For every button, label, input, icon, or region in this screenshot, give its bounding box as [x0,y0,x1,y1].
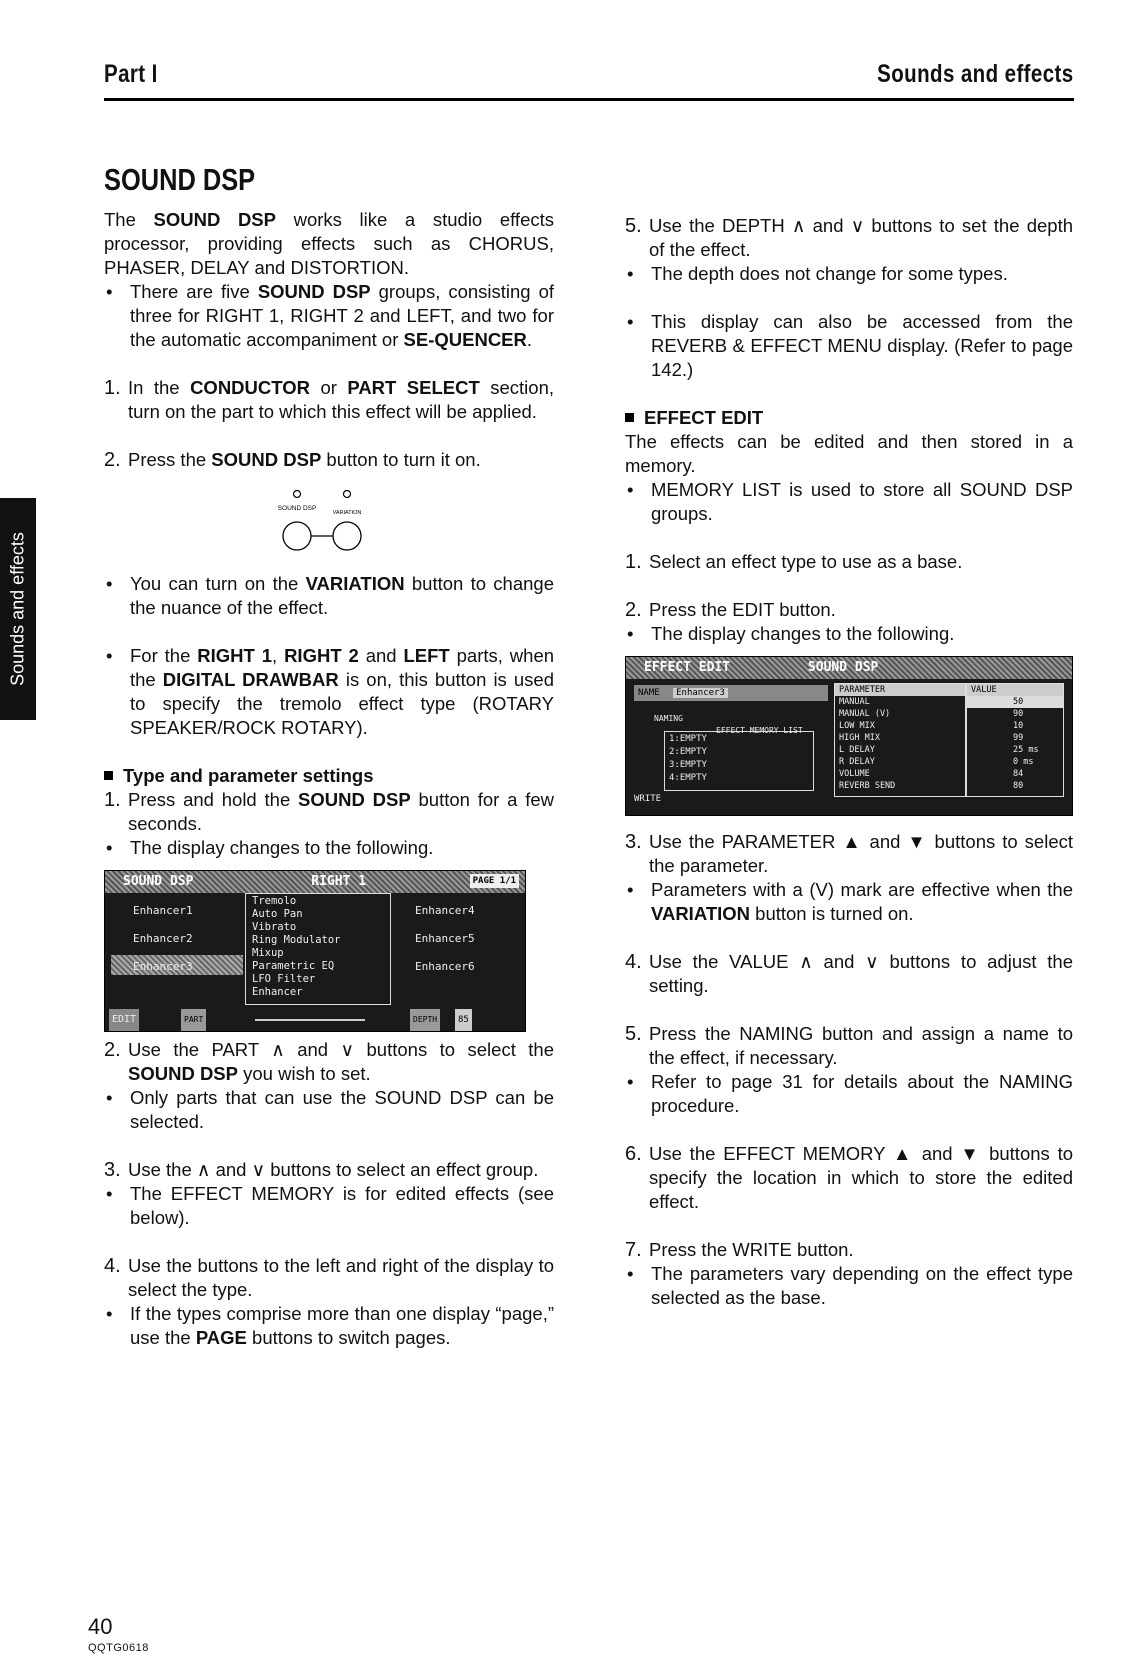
lcd2-name-label: NAME [638,688,660,698]
edit-step-5: 5. Press the NAMING button and assign a name to the effect, if necessary. [625,1023,1073,1068]
tp-step-4-text: Use the buttons to the left and right of the display to select the type. [128,1255,554,1300]
lcd2-memory-title: EFFECT MEMORY LIST [716,726,803,735]
step-5-text: Use the DEPTH ∧ and ∨ buttons to set the depth of the effect. [649,215,1073,260]
lcd2-value-list [966,683,1064,797]
lcd2-tab-effect-edit: EFFECT EDIT [644,660,731,675]
lcd1-item: Enhancer2 [133,932,193,945]
edit-step-7-text: Press the WRITE button. [649,1239,854,1260]
lcd1-edit: EDIT [109,1009,139,1031]
step-5: 5. Use the DEPTH ∧ and ∨ buttons to set the depth of the effect. [625,215,1073,260]
edit-step-7: 7. Press the WRITE button. [625,1238,1073,1262]
lcd1-item: Enhancer5 [415,932,475,945]
lcd1-right-items [415,899,515,975]
lcd2-value: 10 [1013,721,1024,731]
tp-step-3-text: Use the ∧ and ∨ buttons to select an effect group. [128,1159,539,1180]
lcd2-naming: NAMING [654,714,683,723]
lcd2-value: 0 ms [1013,757,1034,767]
edit-step-1-text: Select an effect type to use as a base. [649,551,963,572]
list-item: • You can turn on the VARIATION button to change the nuance of the effect. [106,573,554,618]
lcd1-page: PAGE 1/1 [470,874,519,888]
list-item: • Refer to page 31 for details about the NAMING procedure. [627,1071,1073,1116]
lcd2-memory-slot: 1:EMPTY [669,734,707,744]
document-code: QQTG0618 [88,1642,149,1654]
lcd2-parameter: MANUAL [839,697,870,707]
lcd2-parameter: L DELAY [839,745,875,755]
step-2-text: Press the SOUND DSP button to turn it on. [128,449,481,470]
lcd-effect-edit-display [625,656,1073,816]
side-tab-label: Sounds and effects [7,532,28,686]
list-item: • MEMORY LIST is used to store all SOUND DSP groups. [627,479,1073,524]
lcd2-tab-sound-dsp: SOUND DSP [807,660,879,675]
tp-bullet-2: Only parts that can use the SOUND DSP can be selected. [130,1087,554,1132]
step-1-text: In the CONDUCTOR or PART SELECT section, turn on the part to which this effect will be applied. [128,377,554,422]
page-title: SOUND DSP [104,162,256,197]
lcd1-tab-right1: RIGHT 1 [311,874,367,889]
tp-bullet-4: If the types comprise more than one display “page,” use the PAGE buttons to switch pages. [130,1303,554,1348]
lcd1-bottom-bar [105,1009,525,1031]
lcd1-list-item: Enhancer [252,986,303,998]
tp-step-4: 4. Use the buttons to the left and right of the display to select the type. [104,1255,554,1300]
edit-bullet-5: Refer to page 31 for details about the NAMING procedure. [651,1071,1073,1116]
header-part: Part I [104,60,158,88]
sound-dsp-button-icon [283,522,311,550]
lcd2-parameter: HIGH MIX [839,733,880,743]
lcd-sound-dsp-display [104,870,526,1032]
button-illustration [104,486,554,564]
edit-step-2: 2. Press the EDIT button. [625,598,1073,622]
intro-bullet: There are five SOUND DSP groups, consisting of three for RIGHT 1, RIGHT 2 and LEFT, and two for the automatic accompaniment or SE-QUENCER. [130,281,555,350]
lcd1-list-item: Parametric EQ [252,960,335,972]
list-item: • The parameters vary depending on the effect type selected as the base. [627,1263,1073,1308]
drawbar-bullet: For the RIGHT 1, RIGHT 2 and LEFT parts, when the DIGITAL DRAWBAR is on, this button is used to specify the tremolo effect type (ROTARY SPEAKER/ROCK ROTARY). [130,645,555,738]
tp-bullet-1: The display changes to the following. [130,837,434,858]
lcd1-depth-value: 85 [455,1009,472,1031]
lcd1-item: Enhancer6 [415,960,475,973]
lcd1-depth: DEPTH [410,1009,440,1031]
lcd2-parameter-list [834,683,966,797]
variation-bullet: You can turn on the VARIATION button to change the nuance of the effect. [130,573,554,618]
lcd1-part: PART [181,1009,206,1031]
step-2: 2. Press the SOUND DSP button to turn it on. [104,448,554,472]
edit-bullet-2: The display changes to the following. [651,623,955,644]
left-column [104,208,554,1350]
edit-bullet-3: Parameters with a (V) mark are effective when the VARIATION button is turned on. [651,879,1073,924]
edit-step-6: 6. Use the EFFECT MEMORY ▲ and ▼ buttons to specify the location in which to store the edited effect. [625,1143,1073,1212]
step-1: 1. In the CONDUCTOR or PART SELECT section, turn on the part to which this effect will be applied. [104,377,554,422]
lcd2-name-value: Enhancer3 [673,688,728,698]
page-number: 40 [88,1614,113,1639]
lcd2-memory-slot: 2:EMPTY [669,747,707,757]
variation-button-icon [333,522,361,550]
tp-step-2-text: Use the PART ∧ and ∨ buttons to select the SOUND DSP you wish to set. [128,1039,554,1084]
edit-bullet-7: The parameters vary depending on the effect type selected as the base. [651,1263,1073,1308]
lcd2-value: 25 ms [1013,745,1039,755]
edit-step-1: 1. Select an effect type to use as a base. [625,550,1073,574]
edit-step-5-text: Press the NAMING button and assign a name to the effect, if necessary. [649,1023,1073,1068]
lcd2-write: WRITE [634,794,662,804]
edit-step-3-text: Use the PARAMETER ▲ and ▼ buttons to select the parameter. [649,831,1073,876]
lcd2-parameter: MANUAL (V) [839,709,891,719]
variation-led-icon [344,491,351,498]
lcd1-titlebar [105,871,525,893]
list-item: • There are five SOUND DSP groups, consisting of three for RIGHT 1, RIGHT 2 and LEFT, and two for the automatic accompaniment or SE-QUENCER. [106,281,555,350]
effect-edit-bullet: MEMORY LIST is used to store all SOUND DSP groups. [651,479,1073,524]
lcd2-value: 90 [1013,709,1024,719]
sound-dsp-led-icon [294,491,301,498]
step-5-bullet-a: The depth does not change for some types. [651,263,1008,284]
lcd2-titlebar [626,657,1072,679]
lcd2-name-field [634,685,828,701]
subhead-type-parameter: Type and parameter settings [104,764,554,788]
lcd1-item-selected: Enhancer3 [111,955,243,975]
lcd2-value-header: VALUE [967,684,1063,696]
subhead-effect-edit: EFFECT EDIT [625,406,1073,430]
edit-step-6-text: Use the EFFECT MEMORY ▲ and ▼ buttons to specify the location in which to store the edited effect. [649,1143,1073,1212]
side-tab [0,498,36,720]
header-rule [104,98,1074,101]
lcd2-memory-slot: 4:EMPTY [669,773,707,783]
tp-step-2: 2. Use the PART ∧ and ∨ buttons to select the SOUND DSP you wish to set. [104,1039,554,1084]
lcd2-parameter: REVERB SEND [839,781,896,791]
step-5-bullet-b: This display can also be accessed from the REVERB & EFFECT MENU display. (Refer to page 142.) [651,311,1073,380]
edit-step-3: 3. Use the PARAMETER ▲ and ▼ buttons to select the parameter. [625,831,1073,876]
lcd1-tab-sound-dsp: SOUND DSP [123,874,194,889]
list-item: • Parameters with a (V) mark are effective when the VARIATION button is turned on. [627,879,1073,924]
right-column [625,214,1073,1310]
lcd1-item: Enhancer1 [133,904,193,917]
list-item: • The EFFECT MEMORY is for edited effects (see below). [106,1183,554,1228]
list-item: • This display can also be accessed from the REVERB & EFFECT MENU display. (Refer to page 142.) [627,311,1073,380]
tp-step-1-text: Press and hold the SOUND DSP button for a few seconds. [128,789,554,834]
effect-edit-intro: The effects can be edited and then stored in a memory. [625,431,1073,476]
tp-step-3: 3. Use the ∧ and ∨ buttons to select an effect group. [104,1158,554,1182]
lcd1-item: Enhancer4 [415,904,475,917]
lcd1-effect-list [245,893,391,1005]
list-item: • The display changes to the following. [625,622,1073,646]
lcd1-list-item: Ring Modulator [252,934,341,946]
intro-text: The SOUND DSP works like a studio effects processor, providing effects such as CHORUS, PHASER, DELAY and DISTORTION. [104,209,554,278]
sound-dsp-button-label: SOUND DSP [277,505,317,512]
list-item: • The display changes to the following. [104,836,554,860]
lcd2-parameter: LOW MIX [839,721,875,731]
lcd2-parameter: VOLUME [839,769,870,779]
list-item: • For the RIGHT 1, RIGHT 2 and LEFT parts, when the DIGITAL DRAWBAR is on, this button is used to specify the tremolo effect type (ROTARY SPEAKER/ROCK ROTARY). [106,645,555,738]
list-item: • The depth does not change for some types. [625,262,1073,286]
lcd1-list-item: Vibrato [252,921,297,933]
lcd2-value: 84 [1013,769,1024,779]
edit-step-4: 4. Use the VALUE ∧ and ∨ buttons to adjust the setting. [625,951,1073,996]
lcd1-list-item: Mixup [252,947,284,959]
tp-step-1: 1. Press and hold the SOUND DSP button for a few seconds. [104,789,554,834]
edit-step-2-text: Press the EDIT button. [649,599,836,620]
tp-bullet-3: The EFFECT MEMORY is for edited effects (see below). [130,1183,554,1228]
lcd2-memory-list [664,731,814,791]
header-section: Sounds and effects [877,60,1074,88]
lcd2-value-selected: 50 [967,696,1063,708]
lcd2-value: 80 [1013,781,1024,791]
lcd2-memory-slot: 3:EMPTY [669,760,707,770]
list-item: • If the types comprise more than one display “page,” use the PAGE buttons to switch pages. [106,1303,554,1348]
lcd1-list-item: Tremolo [252,895,297,907]
lcd2-parameter: R DELAY [839,757,875,767]
lcd1-left-items [133,899,243,975]
lcd1-list-item: LFO Filter [252,973,316,985]
lcd2-value: 99 [1013,733,1024,743]
list-item: • Only parts that can use the SOUND DSP can be selected. [106,1087,554,1132]
lcd2-parameter-header: PARAMETER [835,684,965,696]
variation-button-label: VARIATION [332,510,362,516]
lcd1-list-item: Auto Pan [252,908,303,920]
edit-step-4-text: Use the VALUE ∧ and ∨ buttons to adjust the setting. [649,951,1073,996]
